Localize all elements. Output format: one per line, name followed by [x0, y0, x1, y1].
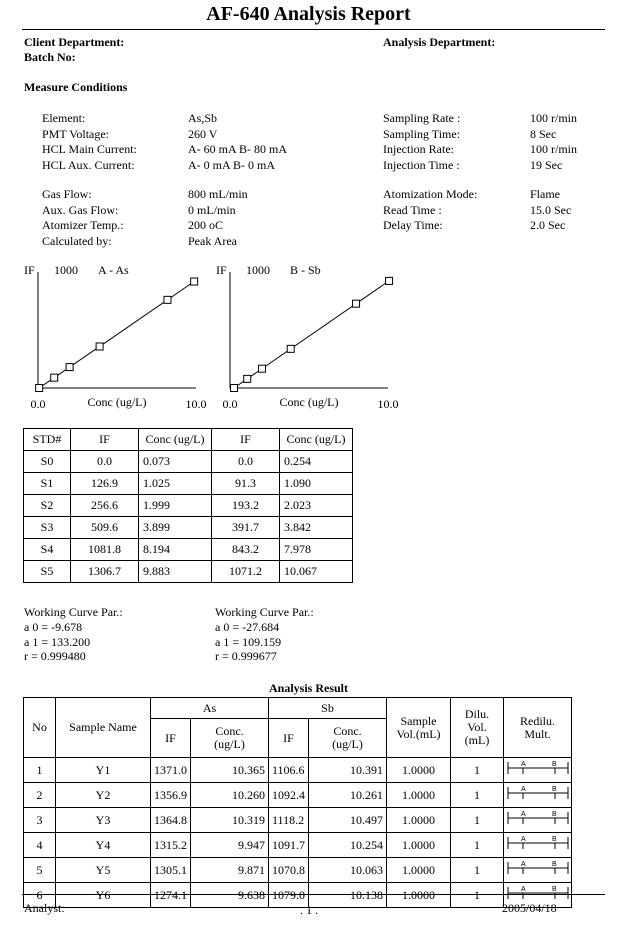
result-rows [24, 758, 572, 908]
header-conc-line2: (ug/L) [332, 737, 363, 751]
table-row [24, 561, 353, 583]
result-sb-if: 1079.0 [269, 883, 309, 908]
header-dilu-line1: Dilu. [464, 707, 490, 721]
redilu-b-label: B [551, 861, 557, 868]
result-dilu-vol: 1 [451, 883, 504, 908]
table-row [24, 495, 353, 517]
redilu-b-label: B [551, 886, 557, 893]
data-point [164, 296, 171, 303]
result-sb-conc: 10.497 [309, 808, 387, 833]
result-as-conc: 9.947 [191, 833, 269, 858]
wc-a1: a 1 = 133.200 [24, 634, 91, 649]
cond-label: HCL Aux. Current: [42, 157, 135, 172]
header-cell: STD# [24, 429, 71, 451]
result-as-conc: 9.871 [191, 858, 269, 883]
data-point [191, 278, 198, 285]
cond-value: 15.0 Sec [530, 202, 572, 217]
result-dilu-vol: 1 [451, 808, 504, 833]
x-tick-label: 0.0 [222, 397, 238, 411]
header-sample-vol-line2: Vol.(mL) [396, 726, 441, 741]
header-cell: IF [212, 429, 280, 451]
cond-label: Injection Time : [383, 157, 460, 172]
result-sample-vol: 1.0000 [387, 808, 451, 833]
calibration-chart-sb [212, 258, 412, 418]
result-as-conc: 10.319 [191, 808, 269, 833]
std-cell: 1306.7 [71, 561, 139, 583]
result-as-if: 1356.9 [151, 783, 191, 808]
std-cell: 2.023 [280, 495, 353, 517]
std-cell: 8.194 [139, 539, 212, 561]
data-point [36, 385, 43, 392]
std-cell: 193.2 [212, 495, 280, 517]
std-cell: 9.883 [139, 561, 212, 583]
cond-value: A- 60 mA B- 80 mA [188, 142, 287, 156]
analysis-result-table [23, 697, 572, 908]
std-cell: 3.842 [280, 517, 353, 539]
result-sample-name: Y5 [56, 858, 151, 883]
result-no: 3 [24, 808, 56, 833]
cond-label: Read Time : [383, 202, 442, 217]
conditions-left-values [188, 111, 287, 173]
fit-line [234, 281, 389, 388]
header-sample-vol [387, 698, 451, 758]
header-no: No [24, 698, 56, 758]
wc-r: r = 0.999480 [24, 649, 86, 664]
result-as-conc: 10.365 [191, 758, 269, 783]
wc-a1: a 1 = 109.159 [215, 634, 282, 649]
cond-value: 100 r/min [530, 142, 577, 156]
result-sample-name: Y3 [56, 808, 151, 833]
data-point [231, 385, 238, 392]
data-point [386, 277, 393, 284]
result-no: 1 [24, 758, 56, 783]
table-row [24, 808, 572, 833]
std-cell: 91.3 [212, 473, 280, 495]
redilu-a-label: A [520, 886, 526, 893]
table-row [24, 473, 353, 495]
header-dilu-vol [451, 698, 504, 758]
cond-label: Calculated by: [42, 233, 112, 248]
result-sample-name: Y1 [56, 758, 151, 783]
redilu-b-label: B [551, 811, 557, 818]
chart-title: A - As [98, 263, 129, 277]
std-cell: 1.090 [280, 473, 353, 495]
result-sample-vol: 1.0000 [387, 858, 451, 883]
wc-title: Working Curve Par.: [24, 605, 123, 619]
redilu-indicator-icon [505, 758, 571, 778]
header-conc-line1: Conc. [333, 724, 362, 738]
conditions-right2-labels [383, 187, 477, 234]
result-sb-if: 1091.7 [269, 833, 309, 858]
header-redilu-line2: Mult. [524, 726, 551, 741]
result-no: 4 [24, 833, 56, 858]
std-cell: 843.2 [212, 539, 280, 561]
data-point [244, 375, 251, 382]
cond-label: Injection Rate: [383, 142, 454, 156]
result-sample-name: Y2 [56, 783, 151, 808]
conditions-left2-values [188, 187, 248, 249]
result-sample-name: Y6 [56, 883, 151, 908]
cond-value: 19 Sec [530, 157, 563, 172]
data-point [287, 345, 294, 352]
redilu-a-label: A [520, 761, 526, 768]
wc-a0: a 0 = -27.684 [215, 619, 280, 634]
redilu-a-label: A [520, 836, 526, 843]
result-sb-if: 1092.4 [269, 783, 309, 808]
wc-title: Working Curve Par.: [215, 605, 314, 619]
table-row [24, 758, 572, 783]
header-sb: Sb [269, 698, 387, 719]
header-dilu-line2: Vol. [467, 720, 487, 734]
std-cell: 7.978 [280, 539, 353, 561]
header-sample-name: Sample Name [56, 698, 151, 758]
client-department-label: Client Department: [24, 35, 125, 49]
redilu-a-label: A [520, 861, 526, 868]
wc-r: r = 0.999677 [215, 649, 277, 664]
result-redilu-mult [504, 833, 572, 858]
redilu-indicator-icon [505, 858, 571, 878]
header-redilu-line1: Redilu. [520, 713, 555, 728]
result-sb-conc: 10.063 [309, 858, 387, 883]
header-as-if: IF [151, 719, 191, 758]
header-conc-line1: Conc. [215, 724, 244, 738]
std-cell: 0.254 [280, 451, 353, 473]
analysis-result-title: Analysis Result [268, 681, 348, 695]
conditions-right-labels [383, 111, 460, 173]
std-cell: 256.6 [71, 495, 139, 517]
table-row [24, 517, 353, 539]
result-sb-conc: 10.138 [309, 883, 387, 908]
result-no: 2 [24, 783, 56, 808]
std-cell: 1071.2 [212, 561, 280, 583]
redilu-indicator-icon [505, 883, 571, 903]
std-cell: 1081.8 [71, 539, 139, 561]
cond-value: 800 mL/min [188, 187, 248, 201]
table-row [24, 883, 572, 908]
std-cell: 126.9 [71, 473, 139, 495]
result-no: 5 [24, 858, 56, 883]
redilu-indicator-icon [505, 808, 571, 828]
result-as-if: 1274.1 [151, 883, 191, 908]
cond-value: As,Sb [188, 111, 218, 125]
redilu-indicator-icon [505, 783, 571, 803]
cond-label: Sampling Time: [383, 126, 461, 141]
y-axis-label: IF [24, 263, 35, 277]
result-as-conc: 10.260 [191, 783, 269, 808]
batch-no-label: Batch No: [24, 50, 76, 64]
result-redilu-mult [504, 808, 572, 833]
std-cell: 1.999 [139, 495, 212, 517]
header-redilu-mult [504, 698, 572, 758]
result-as-if: 1364.8 [151, 808, 191, 833]
result-dilu-vol: 1 [451, 783, 504, 808]
conditions-right-values [530, 111, 577, 173]
std-cell: 0.073 [139, 451, 212, 473]
data-point [258, 365, 265, 372]
std-cell: S0 [24, 451, 71, 473]
table-row [24, 539, 353, 561]
data-point [96, 343, 103, 350]
result-as-conc: 9.638 [191, 883, 269, 908]
std-cell: 509.6 [71, 517, 139, 539]
header-dilu-line3: (mL) [464, 733, 490, 747]
standards-table [23, 428, 353, 583]
y-top-tick-label: 1000 [54, 263, 78, 277]
cond-label: HCL Main Current: [42, 142, 137, 156]
cond-label: Element: [42, 111, 86, 125]
result-sb-conc: 10.254 [309, 833, 387, 858]
conditions-right2-values [530, 187, 571, 234]
header-cell: Conc (ug/L) [280, 429, 353, 451]
cond-label: Gas Flow: [42, 187, 92, 201]
result-dilu-vol: 1 [451, 858, 504, 883]
header-as-conc [191, 719, 269, 758]
result-sb-if: 1118.2 [269, 808, 309, 833]
x-tick-label: 10.0 [377, 397, 399, 411]
std-cell: S4 [24, 539, 71, 561]
redilu-indicator-icon [505, 833, 571, 853]
cond-value: 100 r/min [530, 111, 577, 125]
result-redilu-mult [504, 858, 572, 883]
cond-label: Atomization Mode: [383, 187, 478, 201]
working-curve-params-sb [215, 605, 314, 664]
cond-value: A- 0 mA B- 0 mA [188, 157, 275, 172]
working-curve-params-as [24, 605, 123, 664]
std-cell: S1 [24, 473, 71, 495]
std-cell: 1.025 [139, 473, 212, 495]
header-sb-conc [309, 719, 387, 758]
header-sb-if: IF [269, 719, 309, 758]
cond-value: 8 Sec [530, 126, 557, 141]
result-sample-vol: 1.0000 [387, 883, 451, 908]
table-header-row [24, 429, 353, 451]
result-sample-name: Y4 [56, 833, 151, 858]
data-point [66, 364, 73, 371]
x-axis-label: Conc (ug/L) [279, 395, 339, 409]
std-cell: 10.067 [280, 561, 353, 583]
cond-label: Delay Time: [383, 218, 443, 232]
analysis-department-label: Analysis Department: [383, 35, 496, 49]
result-sb-if: 1070.8 [269, 858, 309, 883]
result-sb-conc: 10.261 [309, 783, 387, 808]
page-number: . 1 . [300, 903, 318, 917]
title-rule [22, 29, 605, 30]
cond-label: Sampling Rate : [383, 111, 461, 125]
result-sample-vol: 1.0000 [387, 758, 451, 783]
result-sample-vol: 1.0000 [387, 783, 451, 808]
analyst-label: Analyst: [24, 901, 65, 915]
calibration-chart-as [20, 258, 220, 418]
redilu-a-label: A [520, 811, 526, 818]
y-top-tick-label: 1000 [246, 263, 270, 277]
result-dilu-vol: 1 [451, 833, 504, 858]
result-sb-if: 1106.6 [269, 758, 309, 783]
table-row [24, 858, 572, 883]
conditions-left2-labels [42, 187, 124, 249]
std-cell: S3 [24, 517, 71, 539]
data-point [353, 300, 360, 307]
redilu-b-label: B [551, 836, 557, 843]
redilu-b-label: B [551, 761, 557, 768]
data-point [51, 374, 58, 381]
std-cell: 3.899 [139, 517, 212, 539]
conditions-left-labels [42, 111, 137, 173]
cond-label: Aux. Gas Flow: [42, 202, 119, 217]
table-row [24, 451, 353, 473]
cond-value: 0 mL/min [188, 202, 236, 217]
result-as-if: 1371.0 [151, 758, 191, 783]
result-no: 6 [24, 883, 56, 908]
result-as-if: 1315.2 [151, 833, 191, 858]
header-conc-line2: (ug/L) [214, 737, 245, 751]
result-sb-conc: 10.391 [309, 758, 387, 783]
footer-rule [22, 894, 605, 895]
table-row [24, 833, 572, 858]
wc-a0: a 0 = -9.678 [24, 619, 83, 634]
cond-value: 2.0 Sec [530, 218, 566, 232]
x-tick-label: 0.0 [30, 397, 46, 411]
header-as: As [151, 698, 269, 719]
table-row [24, 783, 572, 808]
redilu-b-label: B [551, 786, 557, 793]
table-header-row [24, 698, 572, 719]
measure-conditions-label: Measure Conditions [24, 80, 128, 94]
cond-value: 260 V [188, 126, 218, 141]
std-cell: 0.0 [212, 451, 280, 473]
x-tick-label: 10.0 [185, 397, 207, 411]
cond-label: PMT Voltage: [42, 126, 110, 141]
cond-value: Flame [530, 187, 560, 201]
report-date: 2005/04/18 [502, 901, 557, 915]
cond-value: 200 oC [188, 218, 224, 232]
result-sample-vol: 1.0000 [387, 833, 451, 858]
redilu-a-label: A [520, 786, 526, 793]
cond-label: Atomizer Temp.: [42, 218, 124, 232]
chart-title: B - Sb [290, 263, 321, 277]
std-cell: S5 [24, 561, 71, 583]
result-redilu-mult [504, 783, 572, 808]
std-cell: 391.7 [212, 517, 280, 539]
report-title: AF-640 Analysis Report [206, 3, 411, 25]
header-cell: IF [71, 429, 139, 451]
y-axis-label: IF [216, 263, 227, 277]
std-cell: 0.0 [71, 451, 139, 473]
header-cell: Conc (ug/L) [139, 429, 212, 451]
result-as-if: 1305.1 [151, 858, 191, 883]
header-sample-vol-line1: Sample [400, 713, 437, 728]
result-redilu-mult [504, 758, 572, 783]
x-axis-label: Conc (ug/L) [87, 395, 147, 409]
result-dilu-vol: 1 [451, 758, 504, 783]
std-cell: S2 [24, 495, 71, 517]
cond-value: Peak Area [188, 233, 237, 248]
